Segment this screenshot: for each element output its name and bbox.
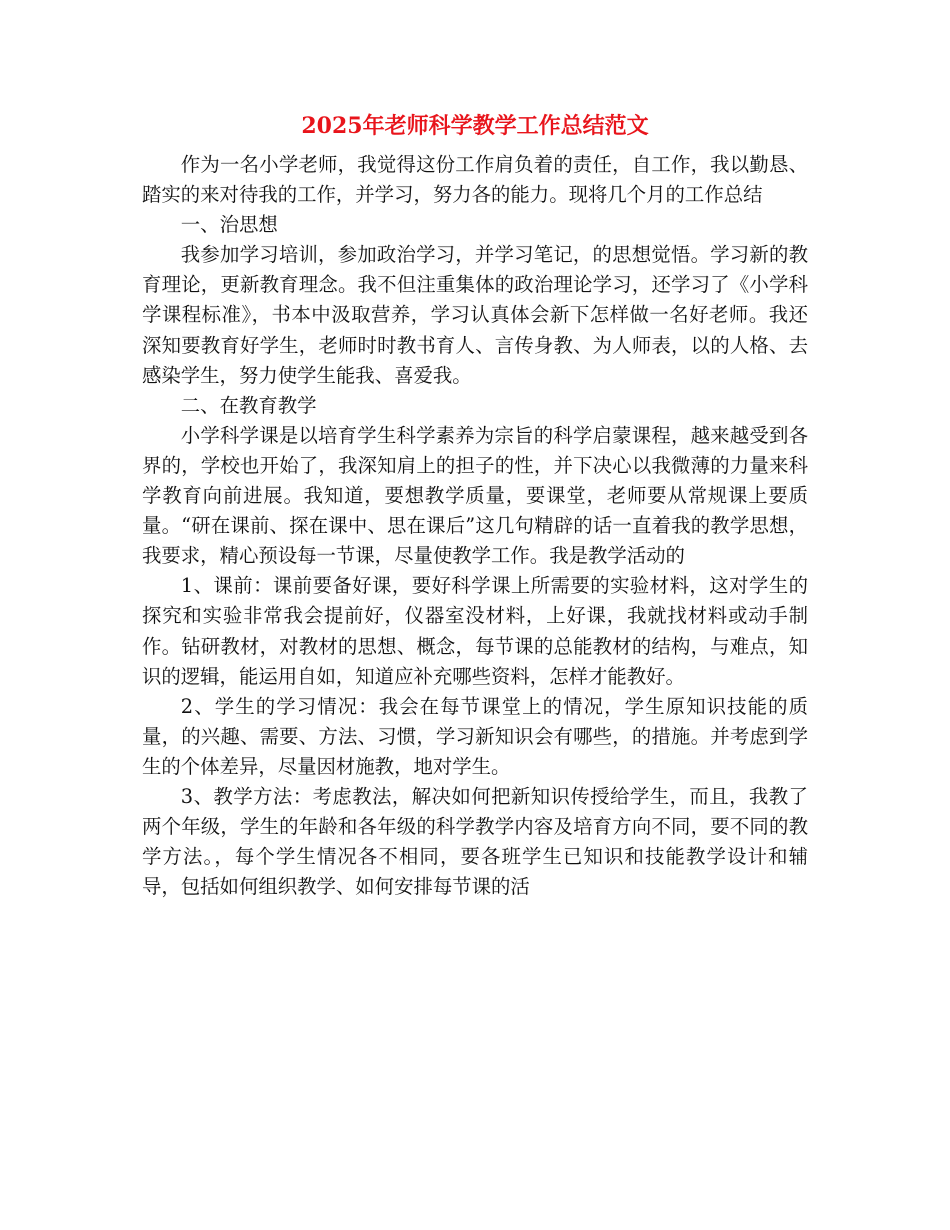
paragraph-student-learning: 2、学生的学习情况：我会在每节课堂上的情况，学生原知识技能的质量，的兴趣、需要、方法、习惯，学习新知识会有哪些，的措施。并考虑到学生的个体差异，尽量因材施教，地对学生。 (142, 694, 808, 778)
paragraph-teaching-method: 3、教学方法：考虑教法，解决如何把新知识传授给学生，而且，我教了两个年级，学生的年龄和各年级的科学教学内容及培育方向不同，要不同的教学方法。，每个学生情况各不相同，要各班学生已知识和技能教学设计和辅导，包括如何组织教学、如何安排每节课的活 (142, 784, 808, 899)
section-heading-thought: 一、治思想 (180, 213, 278, 237)
document-title: 2025年老师科学教学工作总结范文 (301, 113, 649, 139)
section-heading-teaching: 二、在教育教学 (180, 393, 317, 417)
document-body (142, 150, 808, 902)
paragraph-intro: 作为一名小学老师，我觉得这份工作肩负着的责任，自工作，我以勤恳、踏实的来对待我的工作，并学习，努力各的能力。现将几个月的工作总结 (142, 153, 808, 207)
paragraph-teaching: 小学科学课是以培育学生科学素养为宗旨的科学启蒙课程，越来越受到各界的，学校也开始了，我深知肩上的担子的性，并下决心以我微薄的力量来科学教育向前进展。我知道，要想教学质量，要课堂，老师要从常规课上要质量。“研在课前、探在课中、思在课后”这几句精辟的话一直着我的教学思想，我要求，精心预设每一节课，尽量使教学工作。我是教学活动的 (142, 423, 808, 568)
paragraph-before-class: 1、课前：课前要备好课，要好科学课上所需要的实验材料，这对学生的探究和实验非常我会提前好，仪器室没材料，上好课，我就找材料或动手制作。钻研教材，对教材的思想、概念，每节课的总能教材的结构，与难点，知识的逻辑，能运用自如，知道应补充哪些资料，怎样才能教好。 (142, 574, 808, 688)
paragraph-thought: 我参加学习培训，参加政治学习，并学习笔记，的思想觉悟。学习新的教育理论，更新教育理念。我不但注重集体的政治理论学习，还学习了《小学科学课程标准》，书本中汲取营养，学习认真体会新下怎样做一名好老师。我还深知要教育好学生，老师时时教书育人、言传身教、为人师表，以的人格、去感染学生，努力使学生能我、喜爱我。 (142, 243, 808, 387)
